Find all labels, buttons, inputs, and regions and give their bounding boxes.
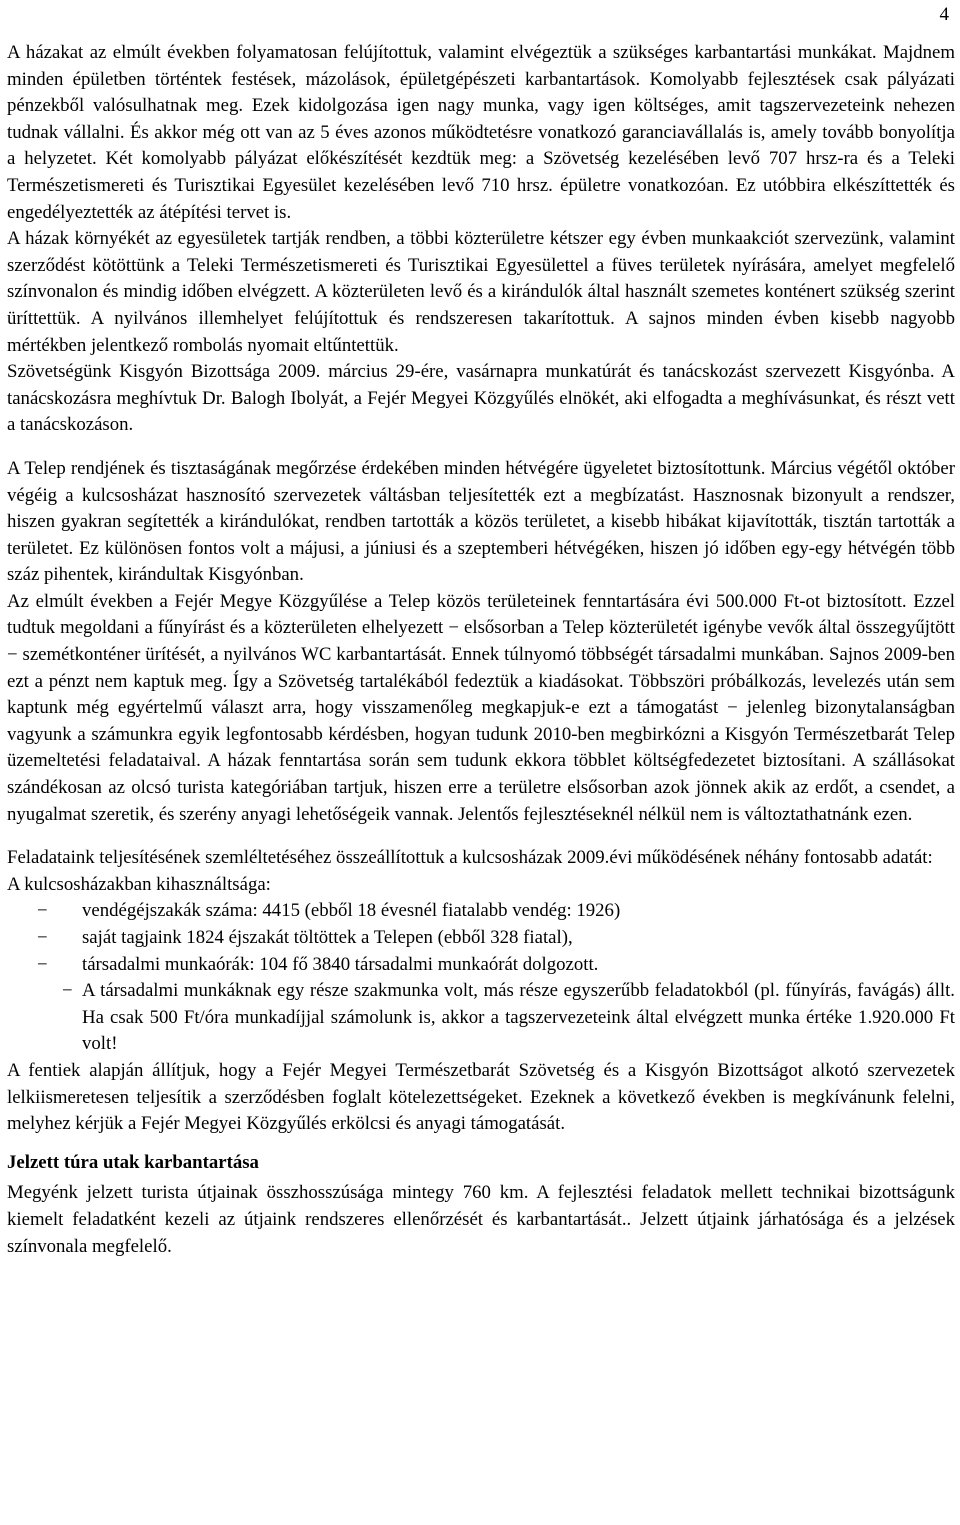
list-item-text: saját tagjaink 1824 éjszakát töltöttek a Telepen (ebből 328 fiatal),	[82, 927, 573, 948]
list-item	[7, 925, 955, 952]
list-item-text: A társadalmi munkáknak egy része szakmunka volt, más része egyszerűbb feladatokból (pl. fűnyírás, favágás) állt. Ha csak 500 Ft/óra munkadíjjal számolunk is, akkor a tagszervezeteink által elvégzett munka értéke 1.920.000 Ft volt!	[82, 980, 955, 1055]
paragraph-renovation: A házakat az elmúlt években folyamatosan felújítottuk, valamint elvégeztük a szükséges karbantartási munkákat. Majdnem minden épületben történtek festések, mázolások, épületgépészeti karbantartások. Komolyabb fejlesztések csak pályázati pénzekből valósulhatnak meg. Ezek kidolgozása igen nagy munka, vagy igen költséges, amit tagszervezeteink nehezen tudnak vállalni. És akkor még ott van az 5 éves azonos működtetésre vonatkozó garanciavállalás is, amely tovább bonyolítja a helyzetet. Két komolyabb pályázat előkészítését kezdtük meg: a Szövetség kezelésében levő 707 hrsz-ra és a Teleki Természetismereti és Turisztikai Egyesület kezelésében levő 710 hrsz. épületre vonatkozóan. Ez utóbbira elkészíttették és engedélyeztették az átépítési tervet is.	[7, 42, 955, 223]
paragraph-conclusion: A fentiek alapján állítjuk, hogy a Fejér Megyei Természetbarát Szövetség és a Kisgyón Bizottságot alkotó szervezetek lelkiismeretesen teljesítik a szerződésben foglalt kötelezettségeket. Ezeknek a következő években is megkívánunk felelni, melyhez kérjük a Fejér Megyei Közgyűlés erkölcsi és anyagi támogatását.	[7, 1059, 955, 1135]
list-item	[7, 978, 955, 1058]
statistics-list	[7, 898, 955, 1058]
dash-bullet-icon: −	[37, 900, 48, 922]
section-heading: Jelzett túra utak karbantartása	[7, 1151, 259, 1173]
dash-bullet-icon: −	[62, 980, 73, 1002]
dash-bullet-icon: −	[37, 927, 48, 948]
paragraph-surroundings: A házak környékét az egyesületek tartják rendben, a többi közterületre kétszer egy évben munkaakciót szervezünk, valamint szerződést kötöttünk a Teleki Természetismereti és Turisztikai Egyesülettel a füves területek nyírására, amelyet megfelelő színvonalon és mindig időben elvégzett. A közterületen levő és a kirándulók által használt szemetes konténert szükség szerint üríttettük. A nyilvános illemhelyet felújítottuk és rendszeresen takarítottuk. A sajnos minden évben kisebb nagyobb mértékben jelentkező rombolás nyomait eltűntettük.	[7, 228, 955, 356]
paragraph-kisgyon-meeting: Szövetségünk Kisgyón Bizottsága 2009. március 29-ére, vasárnapra munkatúrát és tanácskozást szervezett Kisgyónba. A tanácskozásra meghívtuk Dr. Balogh Ibolyát, a Fejér Megyei Közgyűlés elnökét, aki elfogadta a meghívásunkat, és részt vett a tanácskozáson.	[7, 361, 955, 436]
paragraph-trails: Megyénk jelzett turista útjainak összhosszúsága mintegy 760 km. A fejlesztési feladatok mellett technikai bizottságunk kiemelt feladatként kezeli az útjaink rendszeres ellenőrzését és karbantartását.. Jelzett útjaink járhatósága és a jelzések színvonala megfelelő.	[7, 1182, 955, 1257]
list-item-text: társadalmi munkaórák: 104 fő 3840 társadalmi munkaórát dolgozott.	[82, 953, 599, 975]
list-title: A kulcsosházakban kihasználtsága:	[7, 873, 271, 895]
dash-bullet-icon: −	[37, 953, 48, 975]
document-page	[7, 0, 955, 1260]
list-item-text: vendégéjszakák száma: 4415 (ebből 18 évesnél fiatalabb vendég: 1926)	[82, 900, 621, 922]
page-number: 4	[939, 4, 949, 25]
list-item	[7, 952, 955, 979]
paragraph-weekend-duty: A Telep rendjének és tisztaságának megőrzése érdekében minden hétvégére ügyeletet biztosítottunk. Március végétől október végéig a kulcsosházat hasznosító szervezetek váltásban teljesítették ezt a megbízatást. Hasznosnak bizonyult a rendszer, hiszen gyakran segítették a kirándulókat, rendben tartották a közös területet, a kisebb hibákat kijavították, tisztán tartották a területet. Ez különösen fontos volt a májusi, a júniusi és a szeptemberi hétvégéken, hiszen jó időben egy-egy hétvégén több száz pihentek, kirándultak Kisgyónban.	[7, 457, 955, 586]
paragraph-county-funding: Az elmúlt években a Fejér Megye Közgyűlése a Telep közös területeinek fenntartására évi 500.000 Ft-ot biztosított. Ezzel tudtuk megoldani a fűnyírást és a közterületen elhelyezett − elsősorban a Telep közterületét igénybe vevők által összegyűjtött − szemétkonténer ürítését, a nyilvános WC karbantartását. Ennek túlnyomó többségét társadalmi munkában. Sajnos 2009-ben ezt a pénzt nem kaptuk meg. Így a Szövetség tartalékából fedeztük a kiadásokat. Többszöri próbálkozás, levelezés után sem kaptunk még egyértelmű választ arra, hogy visszamenőleg megkapjuk-e ezt a támogatást − jelenleg bizonytalanságban vagyunk a számunkra egyik legfontosabb kérdésben, hogyan tudunk 2010-ben megbirkózni a Kisgyón Természetbarát Telep üzemeltetési feladataival. A házak fenntartása során sem tudunk ekkora többlet költségfedezetet biztosítani. A szállásokat szándékosan az olcsó turista kategóriában tartjuk, hiszen erre a területre elsősorban azok jönnek akik az erdőt, a csendet, a nyugalmat szeretik, és szerény anyagi lehetőségeik vannak. Jelentős fejlesztéseknél nélkül nem is változtathatnánk ezen.	[7, 590, 955, 825]
paragraph-summary-intro: Feladataink teljesítésének szemléltetéséhez összeállítottuk a kulcsosházak 2009.évi működésének néhány fontosabb adatát:	[7, 847, 933, 869]
list-item	[7, 898, 955, 925]
